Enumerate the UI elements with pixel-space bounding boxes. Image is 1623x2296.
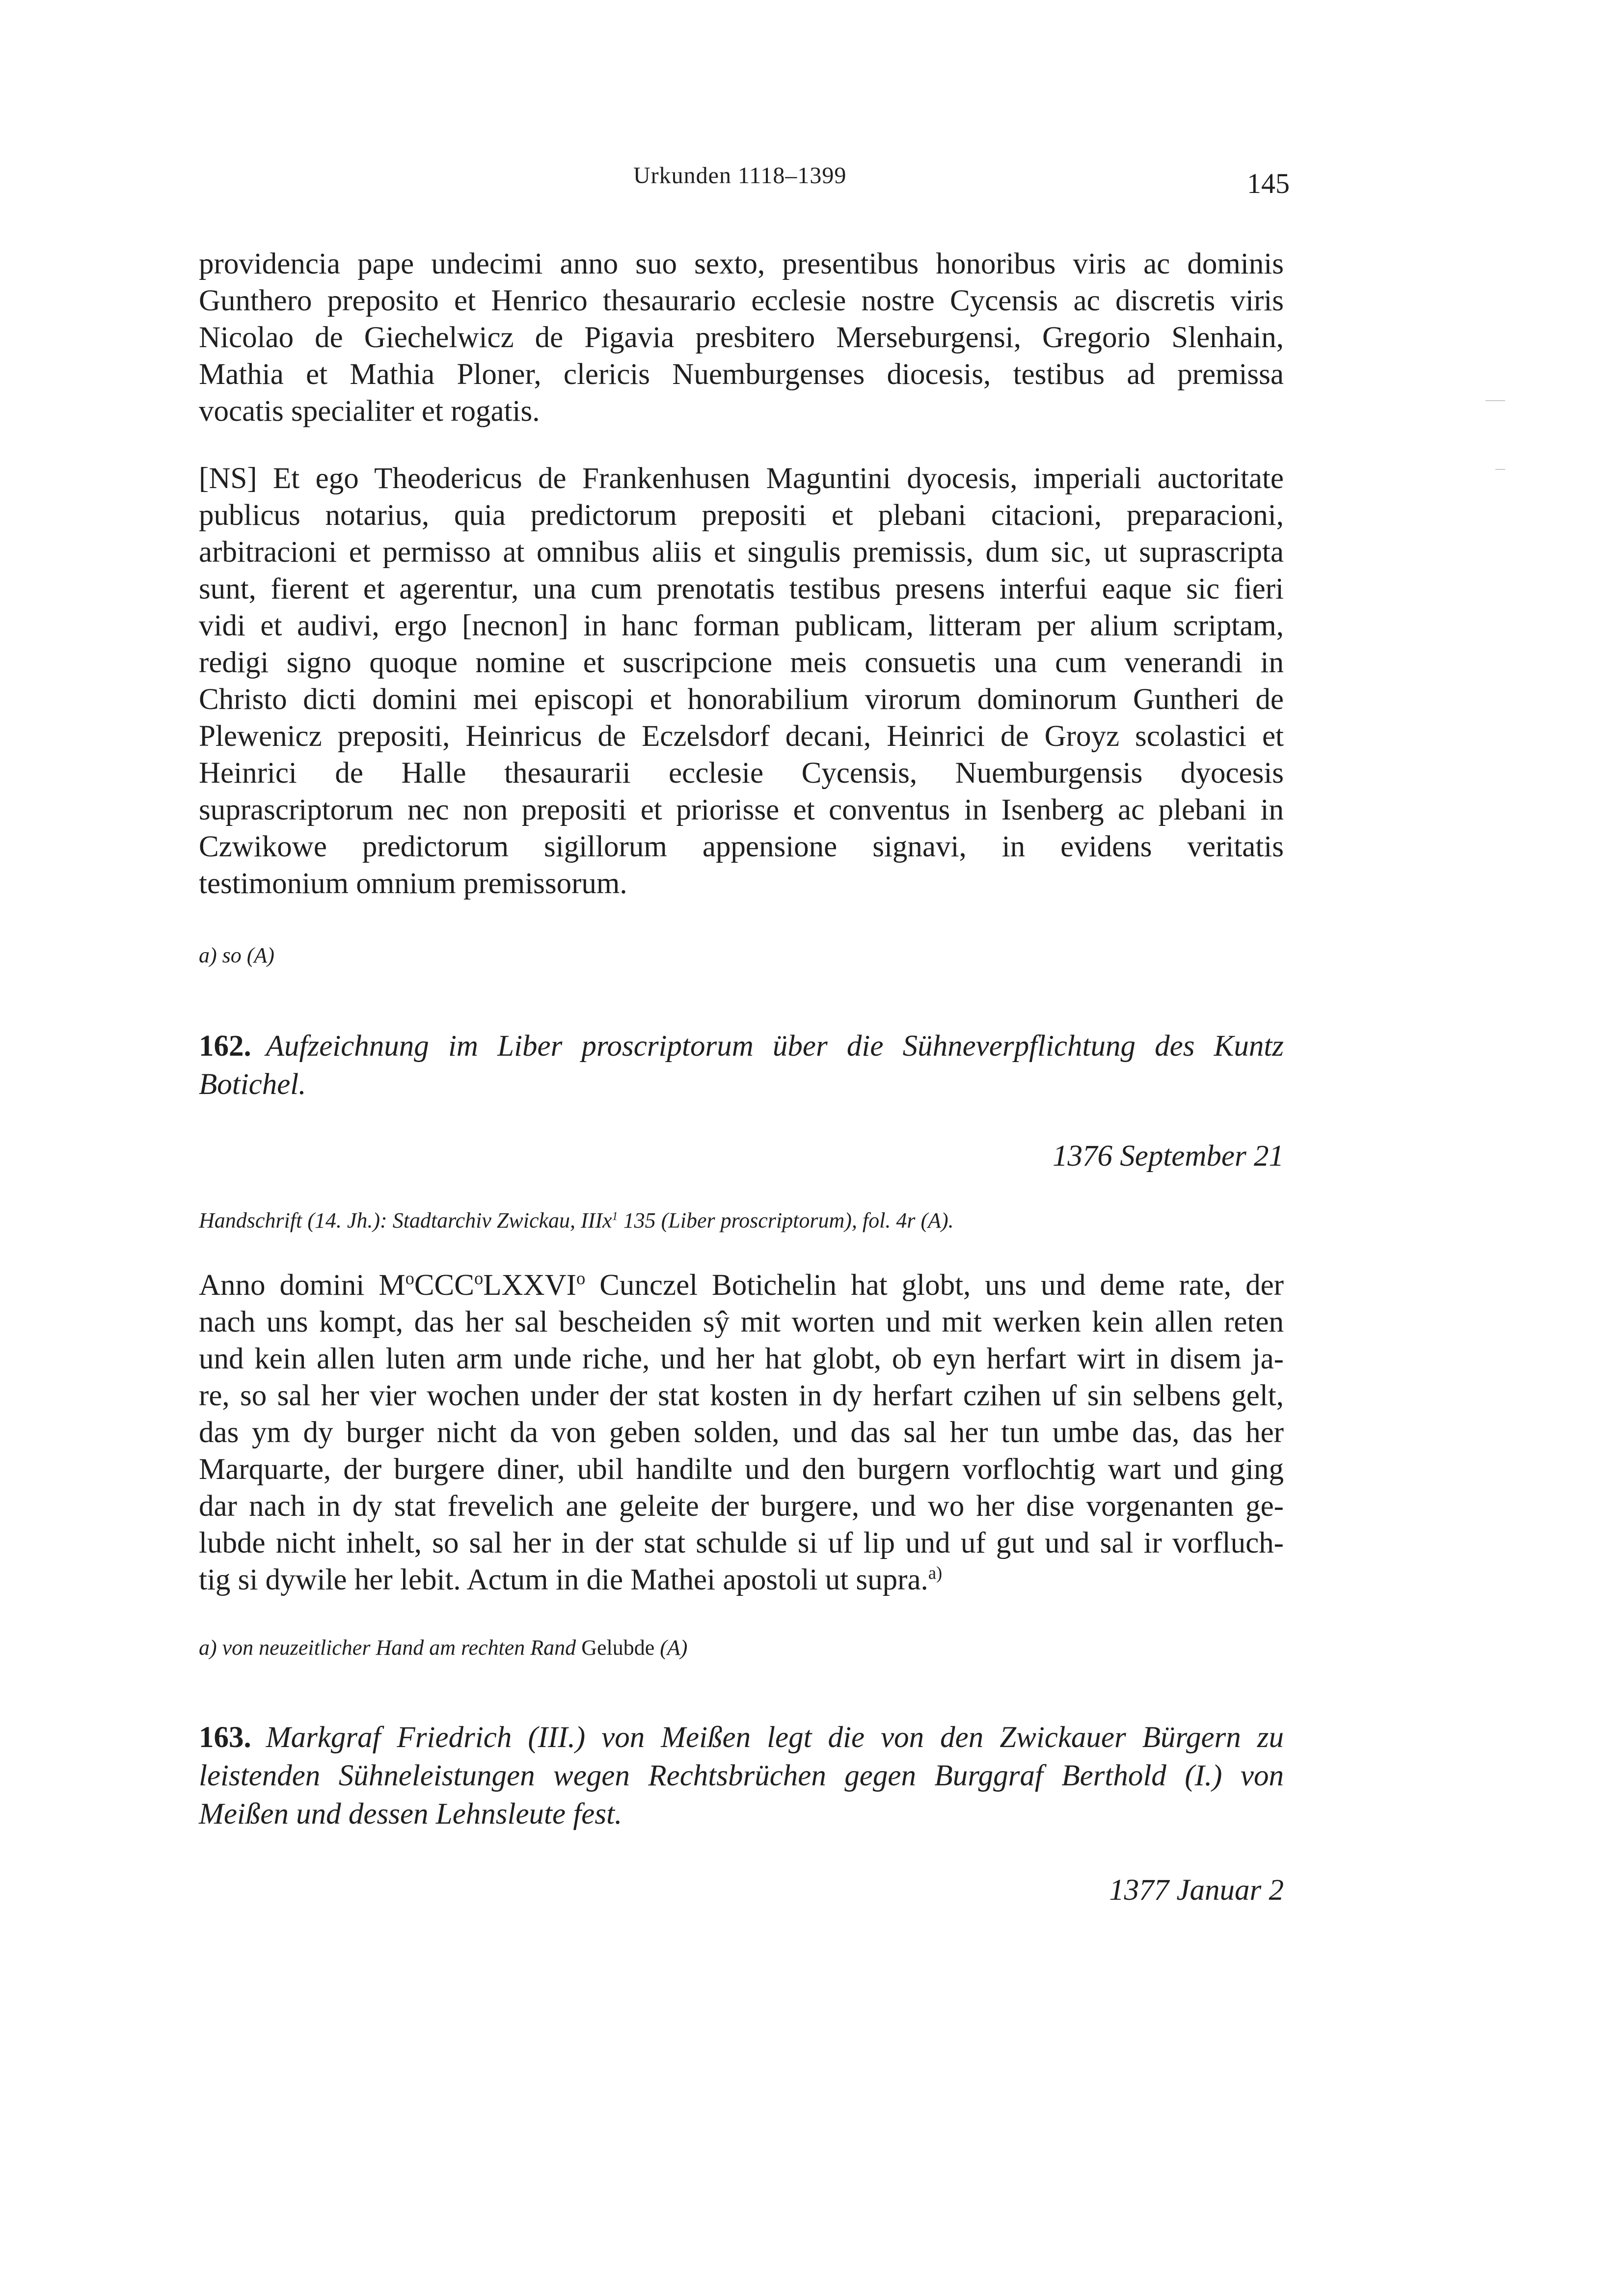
text-line: arbitracioni et permisso at omnibus aliis et singulis premissis, dum sic, ut suprascripta (199, 536, 1284, 569)
text-line: Plewenicz prepositi, Heinricus de Eczelsdorf decani, Heinrici de Groyz scolastici et (199, 720, 1284, 753)
text-line: Marquarte, der burgere diner, ubil handilte und den burgern vorflochtig wart und ging (199, 1453, 1284, 1486)
entry-title-line: 163. Markgraf Friedrich (III.) von Meißen legt die von den Zwickauer Bürgern zu (199, 1721, 1284, 1754)
entry-title-line: 162. Aufzeichnung im Liber proscriptorum über die Sühneverpflichtung des Kuntz (199, 1030, 1284, 1063)
text-line: Anno domini $M^oCCC^oLXXVI^o$ Cunczel Botichelin hat globt, uns und deme rate, der (199, 1268, 1284, 1302)
notarial-paragraph (199, 460, 1284, 902)
text-line: providencia pape undecimi anno suo sexto, presentibus honoribus viris ac dominis (199, 247, 1284, 280)
text-line: Nicolao de Giechelwicz de Pigavia presbitero Merseburgensi, Gregorio Slenhain, (199, 321, 1284, 354)
paragraph-continuation (199, 246, 1284, 430)
entry-163-date: 1377 Januar 2 (1109, 1874, 1284, 1907)
text-line: publicus notarius, quia predictorum prepositi et plebani citacioni, preparacioni, (199, 499, 1284, 532)
entry-title-line: leistenden Sühneleistungen wegen Rechtsbrüchen gegen Burggraf Berthold (I.) von (199, 1759, 1284, 1792)
entry-162-source: Handschrift (14. Jh.): Stadtarchiv Zwickau, IIIx$^1$ 135 (Liber proscriptorum), fol. 4r (A). (199, 1208, 954, 1232)
entry-number: 162. (199, 1030, 251, 1063)
entry-number: 163. (199, 1721, 251, 1754)
text-line: dar nach in dy stat frevelich ane geleite der burgere, und wo her dise vorgenanten ge- (199, 1490, 1284, 1523)
text-line: Mathia et Mathia Ploner, clericis Nuemburgenses diocesis, testibus ad premissa (199, 358, 1284, 391)
text-line: Christo dicti domini mei episcopi et honorabilium virorum dominorum Guntheri de (199, 683, 1284, 716)
text-line: vocatis specialiter et rogatis. (199, 395, 540, 428)
entry-162-text (199, 1267, 1284, 1598)
margin-mark (1486, 400, 1505, 401)
entry-163-heading (199, 1719, 1284, 1833)
margin-mark (1495, 469, 1505, 470)
text-line: Gunthero preposito et Henrico thesaurario ecclesie nostre Cycensis ac discretis viris (199, 284, 1284, 317)
text-line: Czwikowe predictorum sigillorum appensione signavi, in evidens veritatis (199, 830, 1284, 863)
page-number: 145 (1247, 167, 1290, 199)
text-line: tig si dywile her lebit. Actum in die Mathei apostoli ut supra.$^{a)}$ (199, 1562, 943, 1596)
text-line: re, so sal her vier wochen under der stat kosten in dy herfart czihen uf sin selbens gelt, (199, 1379, 1284, 1412)
text-line: sunt, fierent et agerentur, una cum prenotatis testibus presens interfui eaque sic fieri (199, 573, 1284, 605)
text-line: das ym dy burger nicht da von geben solden, und das sal her tun umbe das, das her (199, 1416, 1284, 1449)
entry-162-date: 1376 September 21 (1053, 1140, 1284, 1173)
text-line: lubde nicht inhelt, so sal her in der stat schulde si uf lip und uf gut und sal ir vorfluch- (199, 1527, 1284, 1559)
text-line: suprascriptorum nec non prepositi et priorisse et conventus in Isenberg ac plebani in (199, 793, 1284, 826)
running-title: Urkunden 1118–1399 (633, 163, 847, 189)
entry-title-line: Botichel. (199, 1068, 306, 1101)
text-line: nach uns kompt, das her sal bescheiden sŷ mit worten und mit werken kein allen reten (199, 1306, 1284, 1339)
text-line: Heinrici de Halle thesaurarii ecclesie Cycensis, Nuemburgensis dyocesis (199, 757, 1284, 790)
entry-title-line: Meißen und dessen Lehnsleute fest. (199, 1798, 622, 1831)
entry-162-heading (199, 1027, 1284, 1104)
footnote: a) so (A) (199, 943, 274, 967)
entry-162-footnote: a) von neuzeitlicher Hand am rechten Rand Gelubde (A) (199, 1636, 688, 1660)
text-line: [NS] Et ego Theodericus de Frankenhusen Maguntini dyocesis, imperiali auctoritate (199, 462, 1284, 495)
text-line: testimonium omnium premissorum. (199, 867, 627, 900)
text-line: redigi signo quoque nomine et suscripcione meis consuetis una cum venerandi in (199, 646, 1284, 679)
text-line: und kein allen luten arm unde riche, und her hat globt, ob eyn herfart wirt in disem ja- (199, 1342, 1284, 1375)
text-line: vidi et audivi, ergo [necnon] in hanc forman publicam, litteram per alium scriptam, (199, 609, 1284, 642)
